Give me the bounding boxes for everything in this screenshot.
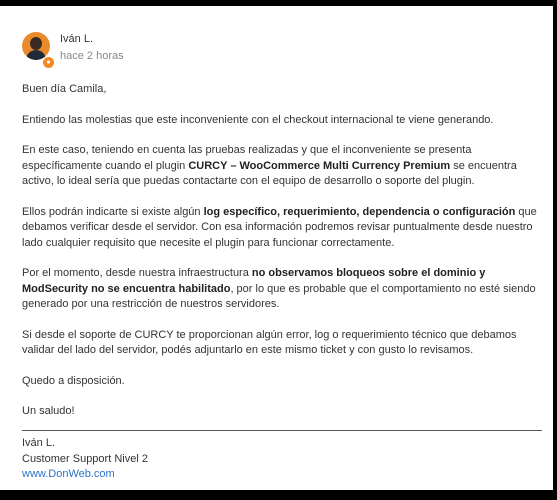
signature [22,436,148,483]
window-edge [553,0,557,500]
paragraph-4-text: Por el momento, desde nuestra infraestructura [22,267,252,279]
paragraph-2-text: En este caso, teniendo en cuenta las pruebas realizadas y que el inconveniente se presenta específicamente cuando el plugin [22,144,472,172]
paragraph-1: Entiendo las molestias que este inconveniente con el checkout internacional te viene generando. [22,113,494,126]
paragraph-7: Un saludo! [22,405,75,417]
plugin-name: CURCY – WooCommerce Multi Currency Premium [188,159,451,172]
paragraph-5: Si desde el soporte de CURCY te proporcionan algún error, log o requerimiento técnico que debamos validar del lado del servidor, podés adjuntarlo en este mismo ticket y con gusto lo revisamos. [22,328,517,356]
paragraph-3-bold: log específico, requerimiento, dependencia o configuración [203,205,516,218]
agent-badge-icon: ● [42,56,55,69]
signature-name: Iván L. [22,437,56,449]
signature-divider [22,430,542,431]
paragraph-3 [22,205,546,252]
paragraph-4-text-end: , por lo que es probable que el comportamiento no esté siendo generado por una restricción de nuestros servidores. [22,282,536,310]
signature-link[interactable]: www.DonWeb.com [22,468,115,480]
signature-role: Customer Support Nivel 2 [22,452,148,465]
paragraph-6: Quedo a disposición. [22,374,125,387]
author-name: Iván L. [60,33,94,45]
message-time: hace 2 horas [60,50,124,62]
avatar-head [30,37,42,50]
paragraph-4 [22,266,546,313]
greeting: Buen día Camila, [22,83,107,95]
paragraph-3-text-end: que debamos verificar desde el servidor. Con esa información podremos revisar puntualmente desde nuestro lado cualquier requisito que necesite el plugin para funcionar correctamente. [22,205,537,249]
paragraph-2-text-end: se encuentra activo, lo ideal sería que puedas contactarte con el equipo de desarrollo o soporte del plugin. [22,159,517,187]
ticket-message [0,6,553,490]
message-body [22,82,546,435]
paragraph-3-text: Ellos podrán indicarte si existe algún [22,205,204,218]
paragraph-2 [22,143,546,190]
paragraph-4-bold: no observamos bloqueos sobre el dominio y ModSecurity no se encuentra habilitado [22,267,486,295]
